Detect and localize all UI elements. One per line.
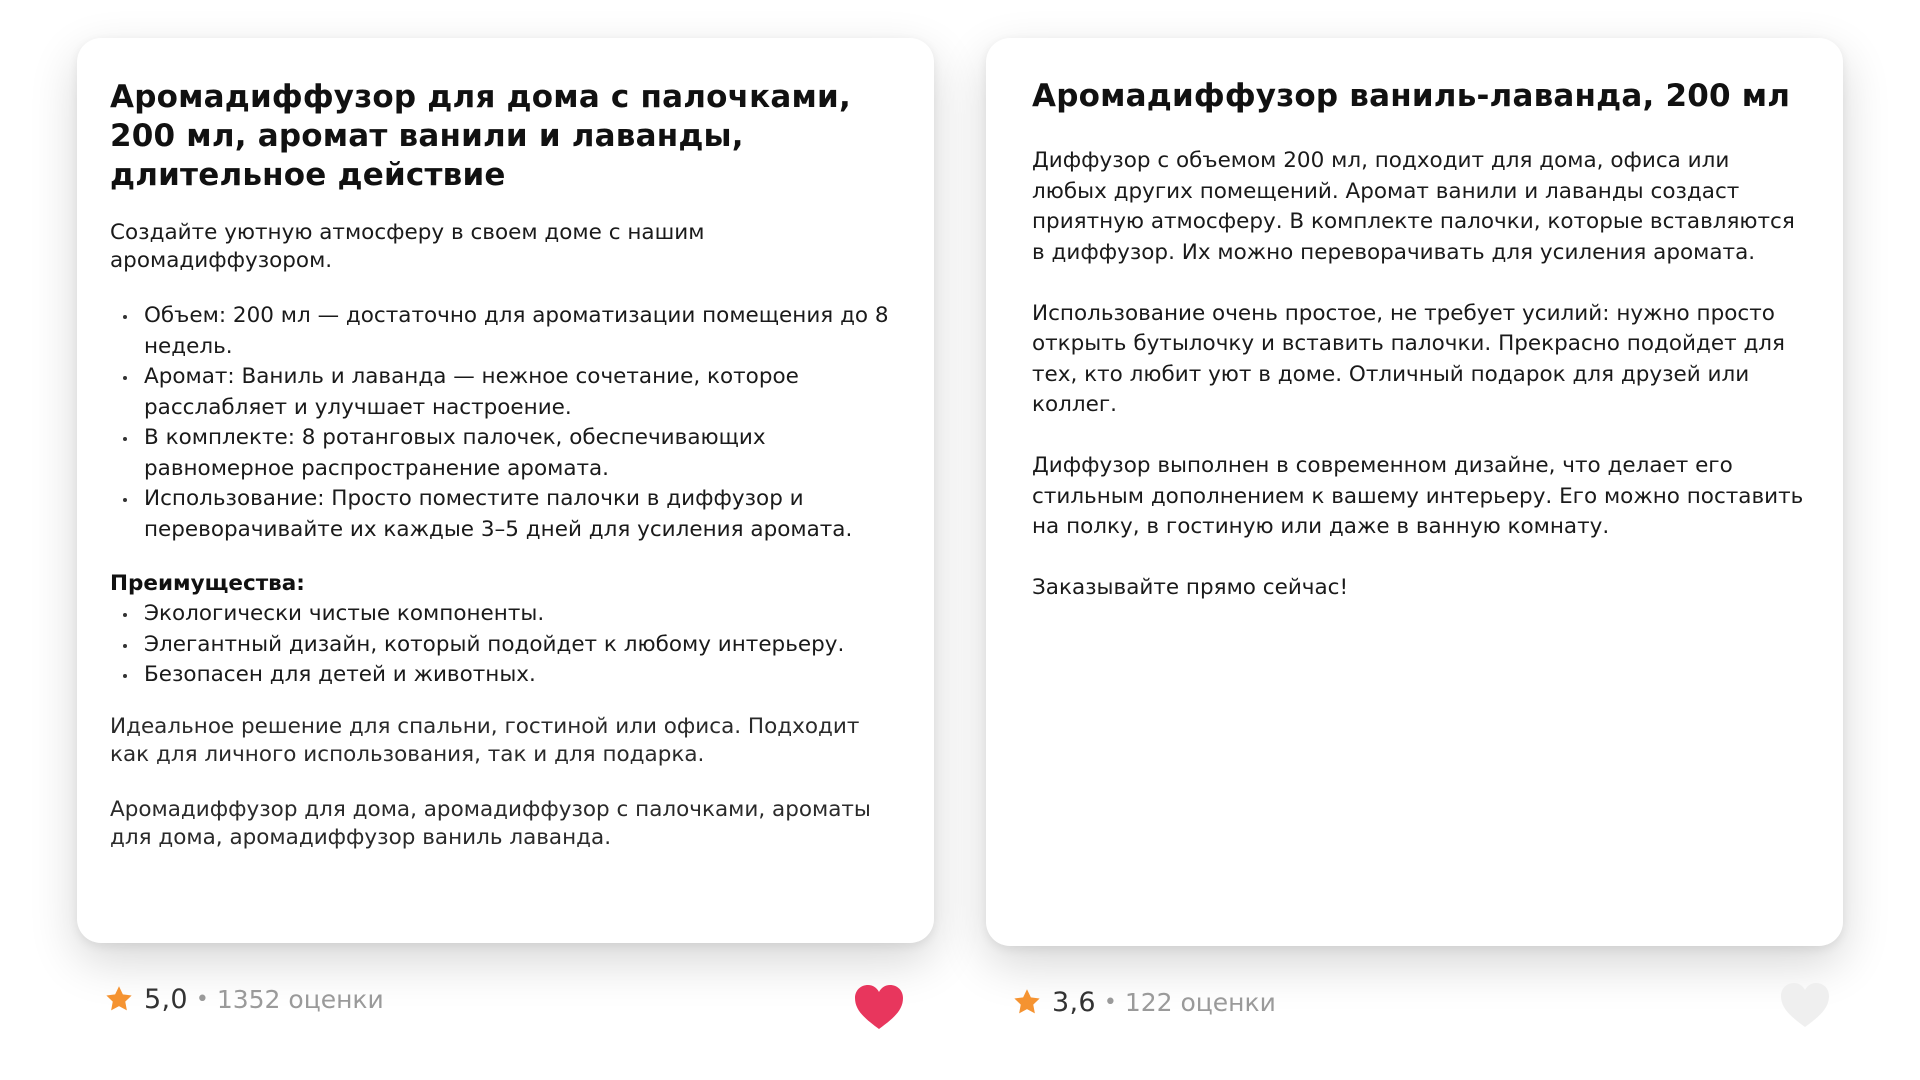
- feature-item: Использование: Просто поместите палочки в диффузор и переворачивайте их каждые 3–5 дней для усиления аромата.: [110, 484, 900, 545]
- product-title: Аромадиффузор ваниль-лаванда, 200 мл: [1032, 78, 1791, 114]
- usage-note: Идеальное решение для спальни, гостиной или офиса. Подходит как для личного использования, так и для подарка.: [110, 713, 860, 767]
- rating-separator: •: [195, 986, 209, 1012]
- rating-count: 122 оценки: [1124, 987, 1276, 1017]
- heart-icon: [1779, 981, 1831, 1029]
- product-description-card-left: [77, 38, 934, 943]
- rating-row[interactable]: [1012, 982, 1276, 1022]
- rating-count: 1352 оценки: [216, 984, 384, 1014]
- feature-item: Объем: 200 мл — достаточно для ароматизации помещения до 8 недель.: [110, 301, 900, 362]
- advantage-item: Экологически чистые компоненты.: [110, 599, 900, 630]
- feature-item: В комплекте: 8 ротанговых палочек, обеспечивающих равномерное распространение аромата.: [110, 423, 900, 484]
- star-icon: [1012, 987, 1042, 1017]
- rating-value: 5,0: [144, 983, 188, 1015]
- product-title: Аромадиффузор для дома с палочками, 200 мл, аромат ванили и лаванды, длительное действие: [110, 79, 851, 193]
- star-icon: [104, 984, 134, 1014]
- rating-separator: •: [1103, 989, 1117, 1015]
- product-intro: Создайте уютную атмосферу в своем доме с нашим аромадиффузором.: [110, 220, 705, 273]
- call-to-action-text: Заказывайте прямо сейчас!: [1032, 575, 1349, 600]
- heart-icon: [853, 983, 905, 1031]
- product-description-card-right: [986, 38, 1843, 946]
- advantages-heading: Преимущества:: [110, 571, 305, 596]
- advantage-item: Элегантный дизайн, который подойдет к любому интерьеру.: [110, 630, 900, 661]
- keywords-text: Аромадиффузор для дома, аромадиффузор с палочками, ароматы для дома, аромадиффузор ваниль лаванда.: [110, 796, 871, 850]
- advantage-item: Безопасен для детей и животных.: [110, 660, 900, 691]
- description-paragraph: Использование очень простое, не требует усилий: нужно просто открыть бутылочку и вставить палочки. Прекрасно подойдет для тех, кто любит уют в доме. Отличный подарок для друзей или коллег.: [1032, 300, 1785, 417]
- feature-list: [110, 301, 900, 545]
- favorite-button[interactable]: [1779, 981, 1831, 1029]
- advantages-list: [110, 599, 900, 691]
- description-paragraph: Диффузор с объемом 200 мл, подходит для дома, офиса или любых других помещений. Аромат ванили и лаванды создаст приятную атмосферу. В комплекте палочки, которые вставляются в диффузор. Их можно переворачивать для усиления аромата.: [1032, 148, 1795, 265]
- rating-value: 3,6: [1052, 986, 1096, 1018]
- rating-row[interactable]: [104, 979, 384, 1019]
- favorite-button[interactable]: [853, 983, 905, 1031]
- description-paragraph: Диффузор выполнен в современном дизайне, что делает его стильным дополнением к вашему интерьеру. Его можно поставить на полку, в гостиную или даже в ванную комнату.: [1032, 453, 1804, 539]
- feature-item: Аромат: Ваниль и лаванда — нежное сочетание, которое расслабляет и улучшает настроение.: [110, 362, 900, 423]
